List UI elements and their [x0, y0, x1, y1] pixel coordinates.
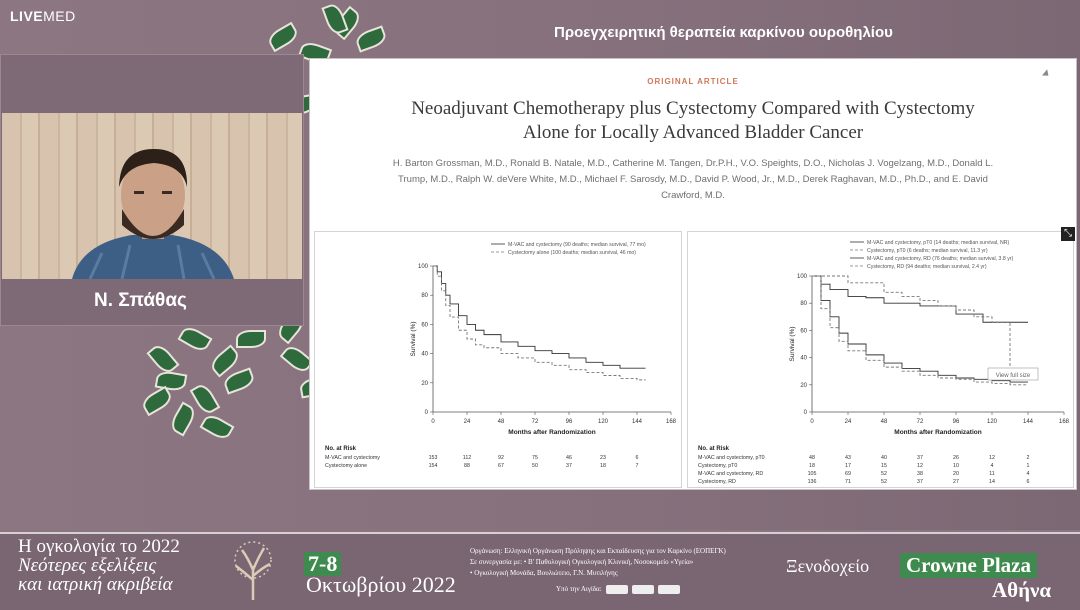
- risk-table-value: 17: [845, 463, 851, 469]
- risk-table-value: 154: [428, 463, 438, 469]
- risk-table-value: 23: [600, 455, 606, 461]
- authors-line: Trump, M.D., Ralph W. deVere White, M.D., Michael F. Sarosdy, M.D., David P. Wood, Jr., M.D., Derek Raghavan, M.D., Ph.D., and E. David: [398, 174, 988, 185]
- risk-table-value: 75: [532, 455, 538, 461]
- risk-table-value: 18: [600, 463, 606, 469]
- risk-table-value: 88: [464, 463, 470, 469]
- risk-table-value: 2: [1026, 455, 1030, 461]
- risk-table-label: M-VAC and cystectomy, pT0: [698, 455, 765, 461]
- y-tick-label: 20: [800, 382, 807, 389]
- y-tick-label: 80: [421, 293, 428, 300]
- session-title: Προεγχειρητική θεραπεία καρκίνου ουροθηλίου: [554, 24, 893, 41]
- risk-table-value: 153: [428, 455, 438, 461]
- x-tick-label: 96: [952, 419, 960, 425]
- tree-logo-icon: [220, 536, 286, 602]
- risk-table-value: 112: [462, 455, 472, 461]
- km-chart-right: [687, 231, 1074, 488]
- conference-title-line: Η ογκολογία το 2022: [18, 536, 180, 557]
- legend-entry: M-VAC and cystectomy, RD (76 deaths; median survival, 3.8 yr): [867, 256, 1014, 262]
- risk-table-value: 71: [845, 479, 851, 485]
- km-plot-subgroup: [688, 232, 1073, 487]
- risk-table-heading: No. at Risk: [698, 446, 730, 452]
- legend-entry: Cystectomy, RD (94 deaths; median survival, 2.4 yr): [867, 264, 987, 270]
- y-tick-label: 40: [421, 351, 428, 358]
- risk-table-value: 12: [989, 455, 995, 461]
- speaker-video: [2, 113, 302, 279]
- organizer-line: Σε συνεργασία με: • Β' Παθολογική Ογκολογική Κλινική, Νοσοκομείο «Υγεία»: [470, 558, 694, 566]
- conference-dates: 7-8: [304, 552, 341, 576]
- x-tick-label: 168: [665, 419, 677, 425]
- expand-icon[interactable]: ⤡: [1061, 227, 1075, 241]
- x-tick-label: 72: [916, 419, 924, 425]
- km-chart-left: [314, 231, 682, 488]
- x-tick-label: 24: [463, 419, 471, 425]
- x-tick-label: 24: [844, 419, 852, 425]
- risk-table-value: 1: [1026, 463, 1030, 469]
- x-tick-label: 144: [1022, 419, 1034, 425]
- risk-table-value: 37: [566, 463, 572, 469]
- x-tick-label: 72: [531, 419, 539, 425]
- venue-city: Αθήνα: [992, 578, 1052, 602]
- risk-table-value: 10: [953, 463, 959, 469]
- risk-table-value: 37: [917, 455, 923, 461]
- y-axis-label: Survival (%): [789, 326, 796, 362]
- risk-table-label: Cystectomy, pT0: [698, 463, 738, 469]
- risk-table-value: 69: [845, 471, 851, 477]
- y-tick-label: 100: [417, 264, 428, 270]
- risk-table-value: 6: [1026, 479, 1030, 485]
- series-line: [433, 266, 646, 368]
- x-tick-label: 120: [986, 419, 998, 425]
- conference-title: [18, 537, 180, 594]
- article-authors: [370, 156, 1016, 204]
- km-plot-overall: [315, 232, 681, 487]
- risk-table-value: 37: [917, 479, 923, 485]
- risk-table-label: Cystectomy alone: [325, 463, 368, 469]
- auspices: Υπό την Αιγίδα:: [556, 585, 680, 594]
- y-tick-label: 60: [421, 322, 428, 329]
- x-tick-label: 48: [497, 419, 505, 425]
- slide: [309, 58, 1077, 490]
- risk-table-value: 43: [845, 455, 851, 461]
- risk-table-value: 48: [809, 455, 815, 461]
- risk-table-heading: No. at Risk: [325, 446, 357, 452]
- risk-table-value: 4: [990, 463, 994, 469]
- risk-table-value: 27: [953, 479, 959, 485]
- y-tick-label: 40: [800, 355, 807, 362]
- legend-entry: M-VAC and cystectomy, pT0 (14 deaths; median survival, NR): [867, 240, 1010, 246]
- x-tick-label: 120: [597, 419, 609, 425]
- risk-table-value: 11: [989, 471, 995, 477]
- risk-table-value: 7: [635, 463, 639, 469]
- conference-month: Οκτωβρίου 2022: [306, 572, 456, 597]
- article-title: [350, 97, 1036, 145]
- x-tick-label: 168: [1058, 419, 1070, 425]
- article-kicker: ORIGINAL ARTICLE: [647, 77, 739, 86]
- sponsor-logo-icon: [606, 585, 628, 594]
- x-tick-label: 96: [565, 419, 573, 425]
- sponsor-logo-icon: [632, 585, 654, 594]
- series-line: [812, 276, 1028, 382]
- risk-table-value: 67: [498, 463, 504, 469]
- livemed-logo: LIVEMED: [10, 8, 76, 24]
- risk-table-value: 52: [881, 471, 887, 477]
- organizer-line: • Ογκολογική Μονάδα, Βουλιώτειο, Γ.Ν. Μυτιλήνης: [470, 569, 618, 577]
- risk-table-label: M-VAC and cystectomy, RD: [698, 471, 764, 477]
- leaf-icon: [236, 330, 266, 348]
- risk-table-value: 15: [881, 463, 887, 469]
- risk-table-value: 26: [953, 455, 959, 461]
- y-tick-label: 100: [796, 274, 807, 280]
- y-tick-label: 60: [800, 328, 807, 335]
- authors-line: H. Barton Grossman, M.D., Ronald B. Natale, M.D., Catherine M. Tangen, Dr.P.H., V.O. Speights, D.O., Nicholas J. Vogelzang, M.D., Donald L.: [392, 158, 994, 169]
- speaker-name: Ν. Σπάθας: [94, 290, 187, 311]
- legend-entry: Cystectomy alone (100 deaths; median survival, 46 mo): [508, 250, 637, 256]
- x-axis-label: Months after Randomization: [894, 429, 982, 436]
- x-tick-label: 48: [880, 419, 888, 425]
- risk-table-value: 20: [953, 471, 959, 477]
- x-tick-label: 0: [431, 419, 435, 425]
- legend-entry: Cystectomy, pT0 (6 deaths; median survival, 11.3 yr): [867, 248, 988, 254]
- y-tick-label: 20: [421, 380, 428, 387]
- risk-table-value: 52: [881, 479, 887, 485]
- risk-table-label: Cystectomy, RD: [698, 479, 736, 485]
- y-axis-label: Survival (%): [410, 321, 417, 357]
- x-axis-label: Months after Randomization: [508, 429, 596, 436]
- organizers-text: [470, 546, 800, 579]
- conference-subtitle-line: Νεότερες εξελίξεις: [18, 555, 157, 576]
- view-full-size-label: View full size: [995, 373, 1031, 379]
- risk-table-value: 40: [881, 455, 887, 461]
- hotel-name: Crowne Plaza: [900, 553, 1037, 578]
- sponsor-logo-icon: [658, 585, 680, 594]
- risk-table-label: M-VAC and cystectomy: [325, 455, 380, 461]
- risk-table-value: 38: [917, 471, 923, 477]
- risk-table-value: 14: [989, 479, 995, 485]
- y-tick-label: 80: [800, 301, 807, 308]
- venue-label: Ξενοδοχείο: [786, 556, 870, 576]
- x-tick-label: 144: [631, 419, 643, 425]
- legend-entry: M-VAC and cystectomy (90 deaths; median survival, 77 mo): [508, 242, 646, 248]
- y-tick-label: 0: [803, 410, 807, 416]
- risk-table-value: 12: [917, 463, 923, 469]
- y-tick-label: 0: [424, 410, 428, 416]
- article-title-line: Neoadjuvant Chemotherapy plus Cystectomy Compared with Cystectomy: [411, 98, 975, 119]
- risk-table-value: 50: [532, 463, 538, 469]
- authors-line: Crawford, M.D.: [661, 190, 725, 201]
- x-tick-label: 0: [810, 419, 814, 425]
- risk-table-value: 136: [807, 479, 817, 485]
- risk-table-value: 4: [1026, 471, 1030, 477]
- risk-table-value: 92: [498, 455, 504, 461]
- risk-table-value: 46: [566, 455, 572, 461]
- series-line: [433, 266, 646, 380]
- article-title-line: Alone for Locally Advanced Bladder Cancer: [522, 122, 864, 143]
- conference-subtitle-line: και ιατρική ακριβεία: [18, 574, 173, 595]
- risk-table-value: 18: [809, 463, 815, 469]
- risk-table-value: 6: [635, 455, 639, 461]
- risk-table-value: 105: [807, 471, 817, 477]
- organizer-line: Οργάνωση: Ελληνική Οργάνωση Πρόληψης και Εκπαίδευσης για τον Καρκίνο (ΕΟΠΕΓΚ): [470, 547, 726, 555]
- speaker-avatar: [2, 113, 302, 279]
